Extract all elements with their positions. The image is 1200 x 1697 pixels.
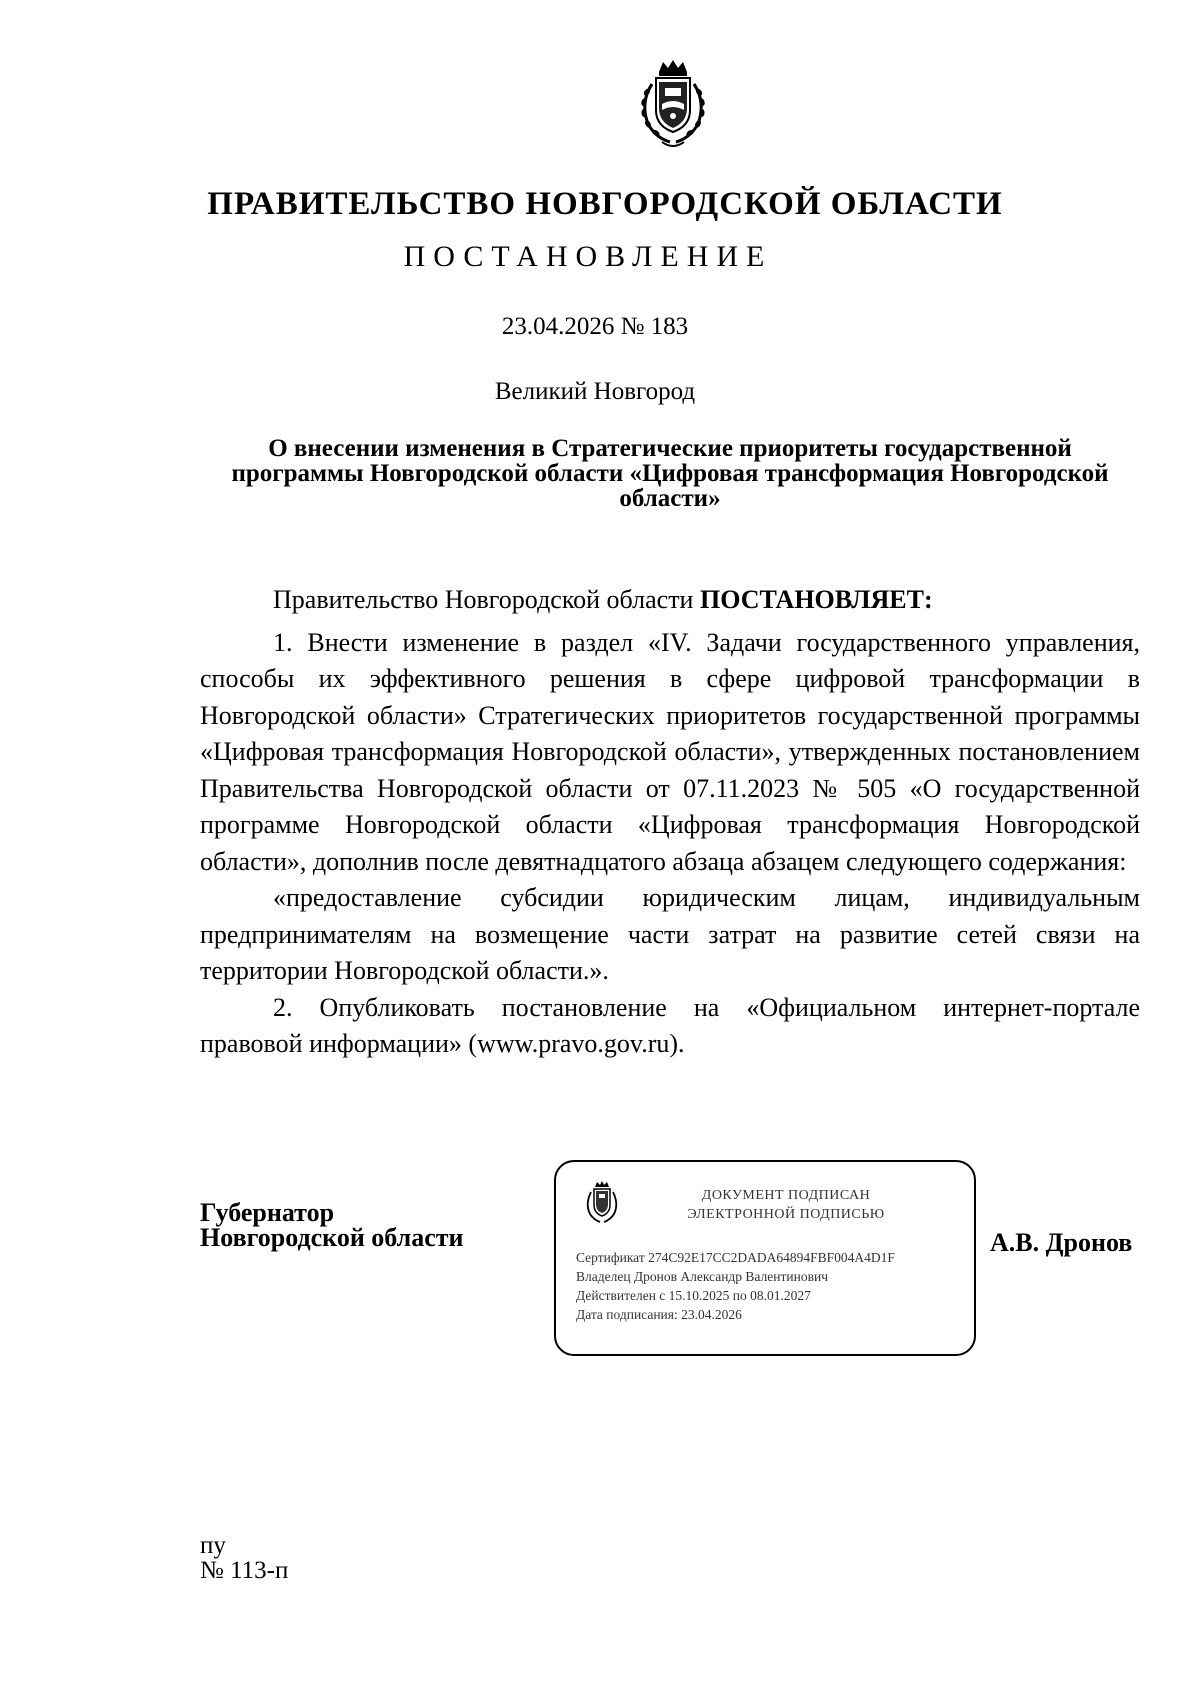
document-date-number: 23.04.2026 № 183 [501, 313, 689, 340]
position-line-1: Губернатор [200, 1198, 335, 1227]
signer-position [200, 1200, 464, 1250]
stamp-certificate: Сертификат 274C92E17CC2DADA64894FBF004A4D1F [576, 1250, 895, 1265]
preamble [200, 582, 1140, 619]
stamp-owner: Владелец Дронов Александр Валентинович [576, 1269, 828, 1284]
stamp-title-line-1: ДОКУМЕНТ ПОДПИСАН [701, 1188, 871, 1203]
registration-line-2: № 113-п [200, 1557, 289, 1584]
document-city: Великий Новгород [494, 378, 696, 405]
registration-line-1: пу [200, 1532, 226, 1559]
stamp-signed-date: Дата подписания: 23.04.2026 [576, 1307, 742, 1322]
coat-of-arms-icon [632, 58, 714, 152]
position-line-2: Новгородской области [200, 1223, 464, 1252]
document-body [200, 582, 1140, 1063]
electronic-signature-stamp [554, 1160, 976, 1356]
stamp-validity: Действителен с 15.10.2025 по 08.01.2027 [576, 1288, 811, 1303]
preamble-decree: ПОСТАНОВЛЯЕТ: [699, 585, 933, 614]
stamp-emblem-icon [582, 1180, 622, 1226]
registration-mark [200, 1533, 288, 1583]
government-title: ПРАВИТЕЛЬСТВО НОВГОРОДСКОЙ ОБЛАСТИ [207, 186, 1003, 222]
paragraph-1: 1. Внести изменение в раздел «IV. Задачи государственного управления, способы их эффективного решения в сфере цифровой трансформации в Новгородской области» Стратегических приоритетов государственной программы «Цифровая трансформация Новгородской области», утвержденных постановлением Правительства Новгородской области от 07.11.2023 № 505 «О государственной программе Новгородской области «Цифровая трансформация Новгородской области», дополнив после девятнадцатого абзаца абзацем следующего содержания: [200, 627, 1140, 876]
document-type: ПОСТАНОВЛЕНИЕ [403, 240, 773, 273]
stamp-title [656, 1186, 916, 1224]
paragraph-3: 2. Опубликовать постановление на «Официальном интернет-портале правовой информации» (www.pravo.gov.ru). [200, 992, 1140, 1058]
document-subject: О внесении изменения в Стратегические приоритеты государственной программы Новгородской области «Цифровая трансформация Новгородской области» [231, 435, 1109, 512]
signer-name: А.В. Дронов [990, 1228, 1133, 1257]
preamble-text: Правительство Новгородской области [273, 585, 700, 614]
paragraph-2: «предоставление субсидии юридическим лицам, индивидуальным предпринимателям на возмещение части затрат на развитие сетей связи на территории Новгородской области.». [200, 883, 1140, 985]
stamp-title-line-2: ЭЛЕКТРОННОЙ ПОДПИСЬЮ [687, 1207, 885, 1222]
stamp-details [576, 1248, 895, 1324]
